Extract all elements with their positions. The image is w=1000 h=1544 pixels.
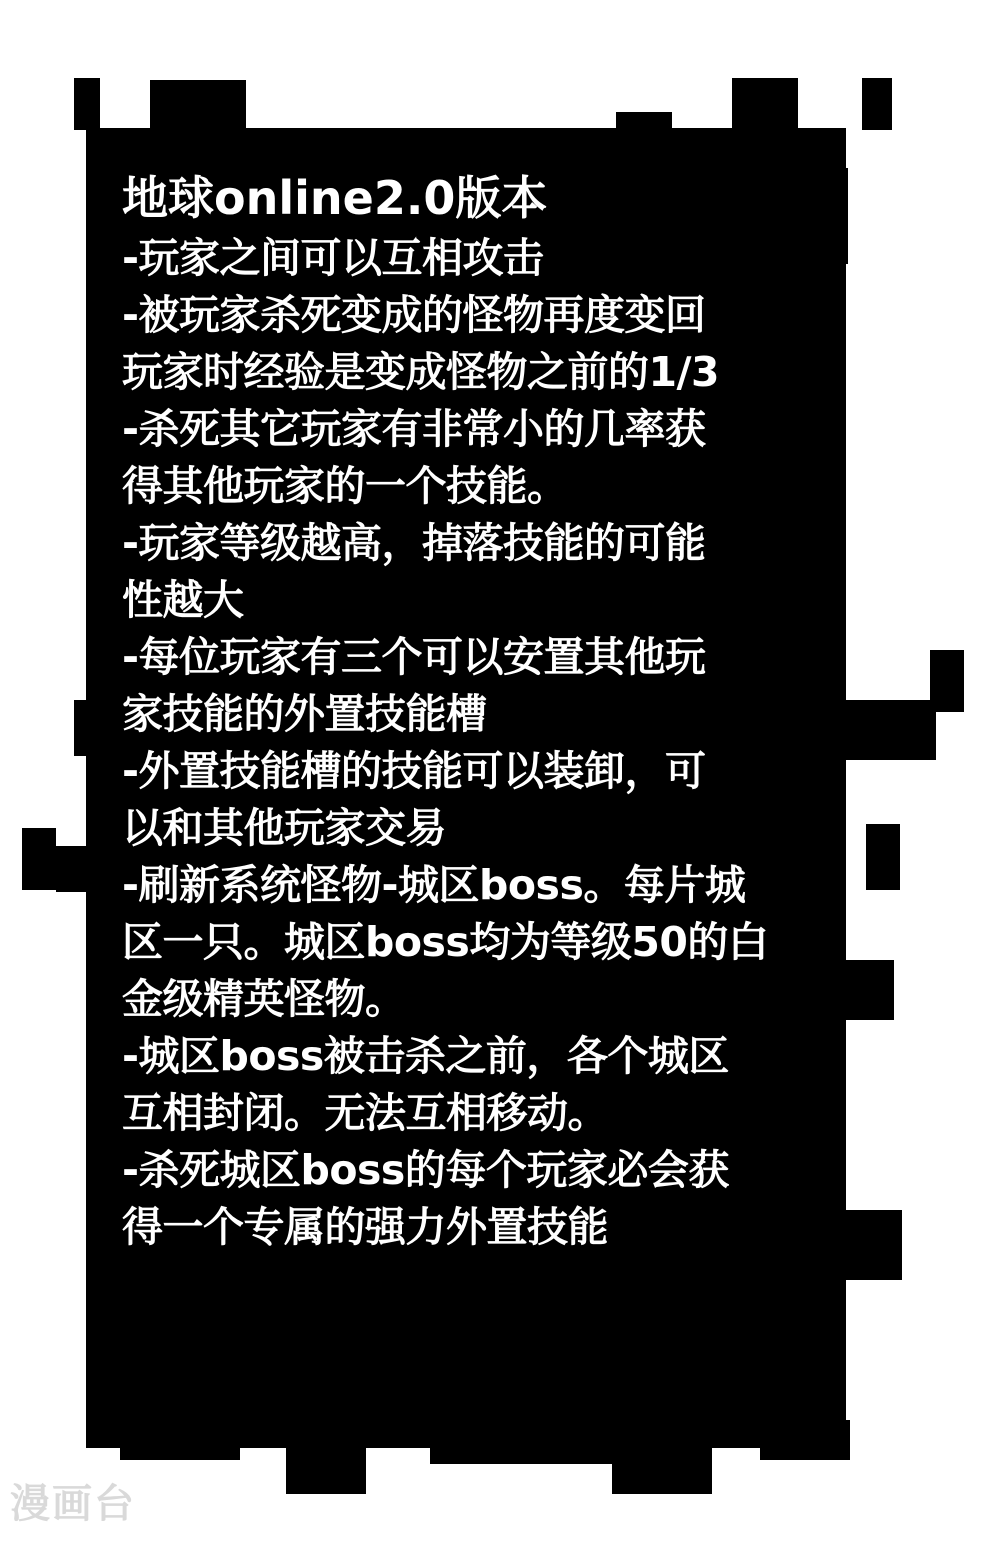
deco-block — [286, 1440, 366, 1494]
note-line: 区一只。城区boss均为等级50的白 — [122, 918, 769, 966]
deco-block — [732, 78, 798, 128]
deco-block — [846, 960, 894, 1020]
note-line: 得一个专属的强力外置技能 — [122, 1203, 608, 1251]
note-line: -杀死城区boss的每个玩家必会获 — [122, 1146, 729, 1194]
note-line: 玩家时经验是变成怪物之前的1/3 — [122, 348, 720, 396]
note-line: -每位玩家有三个可以安置其他玩 — [122, 633, 706, 681]
note-line: 性越大 — [122, 576, 244, 624]
deco-block — [74, 78, 100, 130]
deco-block — [612, 1448, 712, 1494]
deco-block — [22, 828, 56, 890]
game-patch-notes — [122, 168, 822, 1256]
note-line: -外置技能槽的技能可以装卸，可 — [122, 747, 706, 795]
note-line: -杀死其它玩家有非常小的几率获 — [122, 405, 706, 453]
note-line: 以和其他玩家交易 — [122, 804, 446, 852]
note-line: -玩家之间可以互相攻击 — [122, 234, 544, 282]
note-line: 金级精英怪物。 — [122, 975, 406, 1023]
page-title: 地球online2.0版本 — [122, 171, 548, 225]
deco-block — [846, 1210, 902, 1280]
note-line: 家技能的外置技能槽 — [122, 690, 487, 738]
note-line: -玩家等级越高，掉落技能的可能 — [122, 519, 706, 567]
note-line: -刷新系统怪物-城区boss。每片城 — [122, 861, 746, 909]
deco-block — [866, 824, 900, 890]
deco-block — [150, 80, 246, 130]
note-line: 得其他玩家的一个技能。 — [122, 462, 568, 510]
deco-block — [862, 78, 892, 130]
note-line: -城区boss被击杀之前，各个城区 — [122, 1032, 729, 1080]
note-line: 互相封闭。无法互相移动。 — [122, 1089, 608, 1137]
watermark: 漫画台 — [10, 1481, 136, 1527]
deco-block — [846, 700, 936, 760]
note-line: -被玩家杀死变成的怪物再度变回 — [122, 291, 706, 339]
